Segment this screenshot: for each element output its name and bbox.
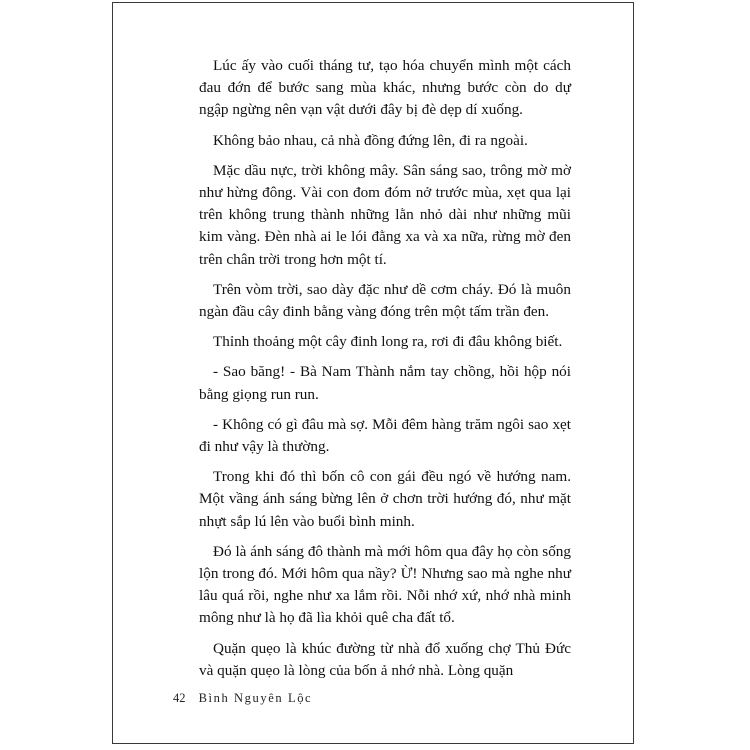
author-name: Bình Nguyên Lộc [198, 691, 313, 705]
paragraph: Thỉnh thoảng một cây đinh long ra, rơi đi đâu không biết. [213, 333, 563, 351]
paragraph: Trên vòm trời, sao dày đặc như dề cơm cháy. Đó là muôn ngàn đầu cây đinh bằng vàng đóng trên một tấm trần đen. [199, 280, 571, 321]
book-page [112, 2, 634, 744]
paragraph: Quặn quẹo là khúc đường từ nhà đổ xuống chợ Thủ Đức và quặn quẹo là lòng của bốn ả nhớ nhà. Lòng quặn [199, 639, 571, 679]
page-body [199, 55, 571, 690]
paragraph: Mặc dầu nực, trời không mây. Sân sáng sao, trông mờ mờ như hừng đông. Vài con đom đóm nở trước mùa, xẹt qua lại trên không trung thành những lằn nhỏ dài như những mũi kim vàng. Đèn nhà ai le lói đằng xa và xa nữa, rừng mờ đen trên chân trời trong hơn một tí. [199, 161, 571, 268]
paragraph: Đó là ánh sáng đô thành mà mới hôm qua đây họ còn sống lộn trong đó. Mới hôm qua nầy? Ừ! Nhưng sao mà nghe như lâu quá rồi, nghe như xa lắm rồi. Nỗi nhớ xứ, nhớ nhà minh mông như là họ đã lìa khỏi quê cha đất tổ. [199, 542, 571, 627]
paragraph: - Không có gì đâu mà sợ. Mỗi đêm hàng trăm ngôi sao xẹt đi như vậy là thường. [199, 415, 571, 456]
paragraph: Lúc ấy vào cuối tháng tư, tạo hóa chuyển mình một cách đau đớn để bước sang mùa khác, nhưng bước còn do dự ngập ngừng nên vạn vật dưới đây bị đè dẹp dí xuống. [199, 57, 571, 119]
paragraph: Trong khi đó thì bốn cô con gái đều ngó về hướng nam. Một vầng ánh sáng bừng lên ở chơn trời hướng đó, như mặt nhựt sắp lú lên vào buổi bình minh. [199, 468, 571, 530]
paragraph: - Sao băng! - Bà Nam Thành nắm tay chồng, hồi hộp nói bằng giọng run run. [199, 363, 571, 403]
paragraph: Không bảo nhau, cả nhà đồng đứng lên, đi ra ngoài. [213, 131, 528, 149]
page-footer [173, 691, 312, 706]
page-number: 42 [173, 691, 186, 705]
